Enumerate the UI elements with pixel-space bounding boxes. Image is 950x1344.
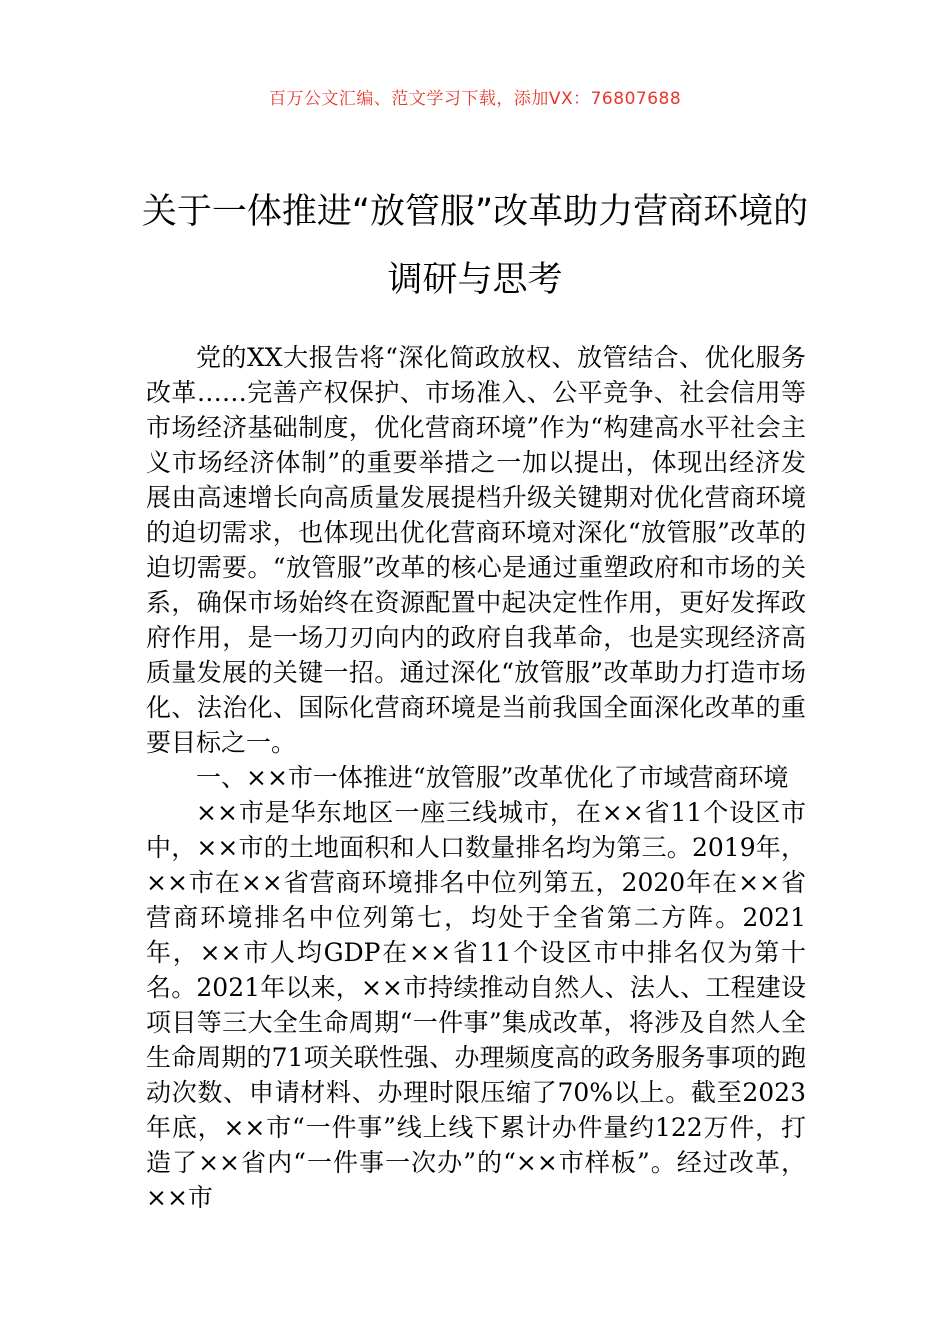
- section-heading-1: 一、××市一体推进“放管服”改革优化了市域营商环境: [196, 763, 789, 792]
- paragraph-section-1: ××市是华东地区一座三线城市，在××省11个设区市中，××市的土地面积和人口数量排名均为第三。2019年，××市在××省营商环境排名中位列第五，2020年在××省营商环境排名中位列第七，均处于全省第二方阵。2021年，××市人均GDP在××省11个设区市中排名仅为第十名。2021年以来，××市持续推动自然人、法人、工程建设项目等三大全生命周期“一件事”集成改革，将涉及自然人全生命周期的71项关联性强、办理频度高的政务服务事项的跑动次数、申请材料、办理时限压缩了70%以上。截至2023年底，××市“一件事”线上线下累计办件量约122万件，打造了××省内“一件事一次办”的“××市样板”。经过改革，××市: [146, 798, 806, 1212]
- document-title: 关于一体推进“放管服”改革助力营商环境的调研与思考: [141, 192, 809, 300]
- header-note: 百万公文汇编、范文学习下载，添加VX：76807688: [268, 89, 682, 109]
- document-body: [146, 340, 806, 1215]
- paragraph-intro: 党的XX大报告将“深化简政放权、放管结合、优化服务改革……完善产权保护、市场准入、公平竞争、社会信用等市场经济基础制度，优化营商环境”作为“构建高水平社会主义市场经济体制”的重要举措之一加以提出，体现出经济发展由高速增长向高质量发展提档升级关键期对优化营商环境的迫切需求，也体现出优化营商环境对深化“放管服”改革的迫切需要。“放管服”改革的核心是通过重塑政府和市场的关系，确保市场始终在资源配置中起决定性作用，更好发挥政府作用，是一场刀刃向内的政府自我革命，也是实现经济高质量发展的关键一招。通过深化“放管服”改革助力打造市场化、法治化、国际化营商环境是当前我国全面深化改革的重要目标之一。: [146, 343, 806, 757]
